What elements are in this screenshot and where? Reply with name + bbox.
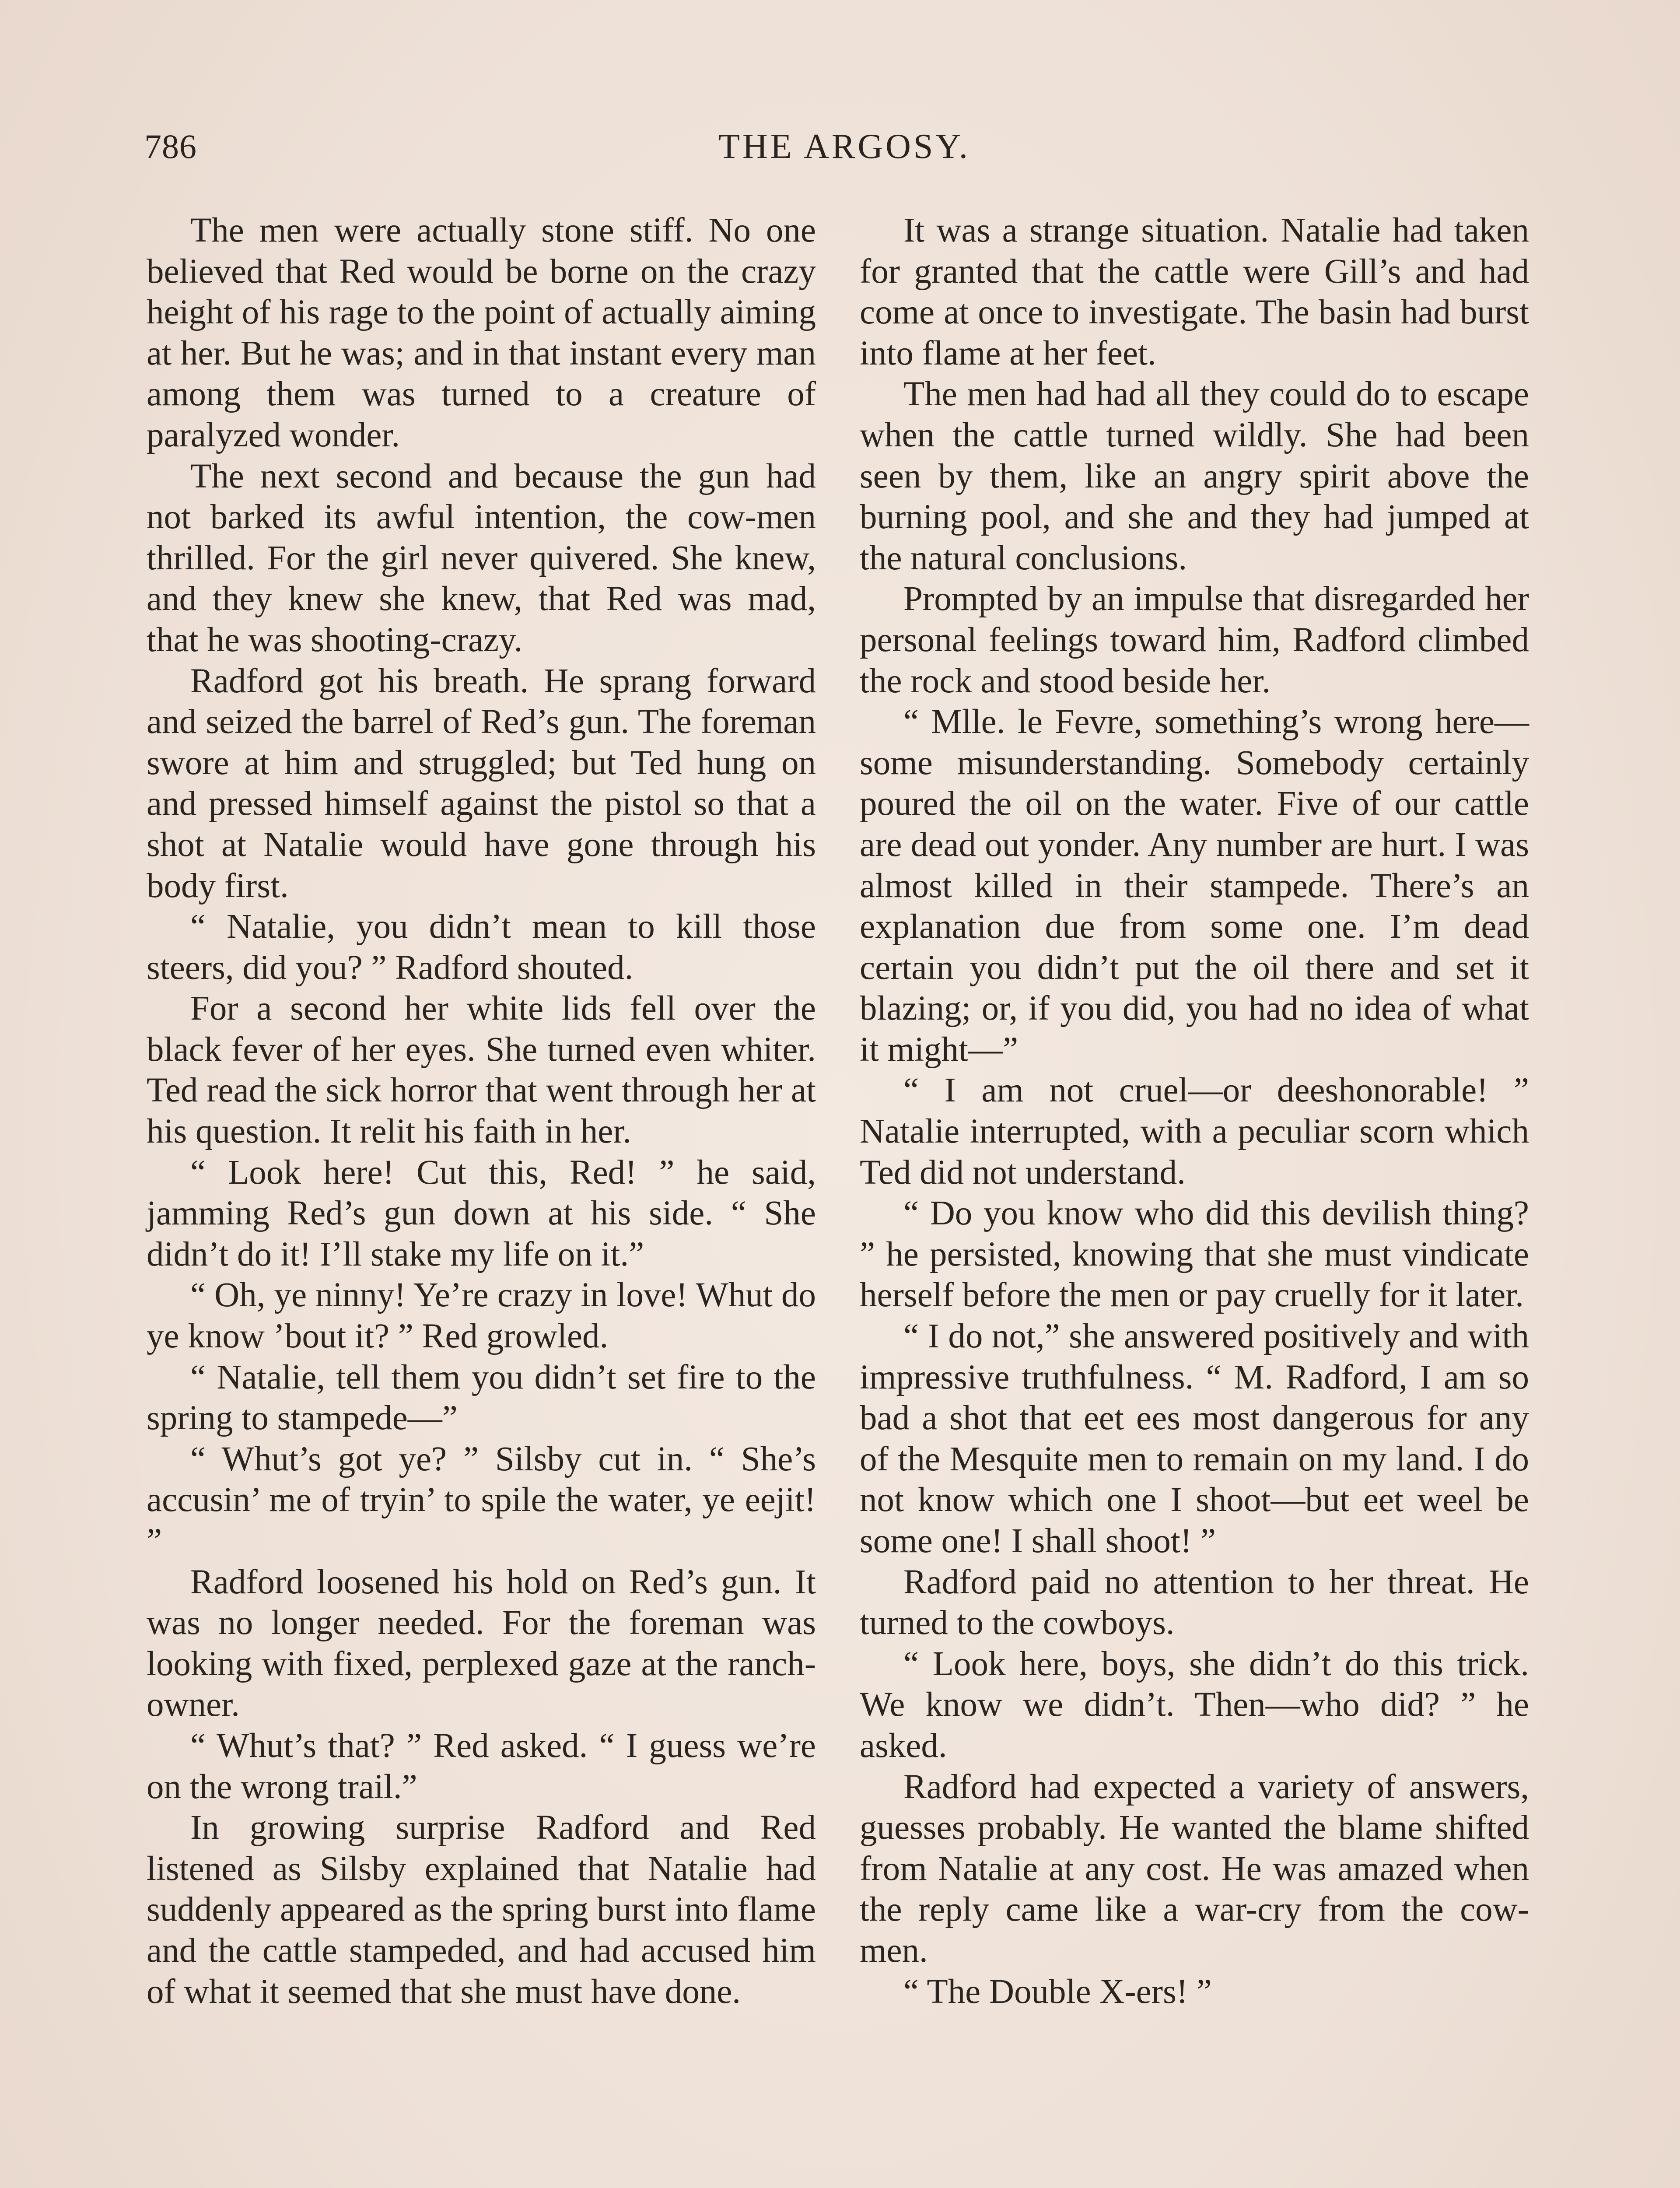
paragraph: Radford had expected a variety of answers, guesses probably. He wanted the blame shifted from Natalie at any cost. He was amazed when the reply came like a war-cry from the cow-men. <box>860 1767 1529 1970</box>
right-column <box>860 210 1529 2012</box>
paragraph: “ I do not,” she answered positively and with impressive truthfulness. “ M. Radford, I am so bad a shot that eet ees most dangerous for any of the Mesquite men to remain on my land. I do not know which one I shoot—but eet weel be some one! I shall shoot! ” <box>860 1317 1529 1560</box>
paragraph: Prompted by an impulse that disregarded her personal feelings toward him, Radford climbed the rock and stood beside her. <box>860 580 1529 700</box>
paragraph: “ The Double X-ers! ” <box>903 1972 1212 2011</box>
paragraph: “ Look here! Cut this, Red! ” he said, jamming Red’s gun down at his side. “ She didn’t do it! I’ll stake my life on it.” <box>147 1153 816 1273</box>
paragraph: Radford got his breath. He sprang forward and seized the barrel of Red’s gun. The foreman swore at him and struggled; but Ted hung on and pressed himself against the pistol so that a shot at Natalie would have gone through his body first. <box>147 662 816 905</box>
left-column <box>147 210 816 2012</box>
page-header <box>144 125 1544 186</box>
paragraph: “ Natalie, you didn’t mean to kill those steers, did you? ” Radford shouted. <box>147 908 816 987</box>
paragraph: “ Natalie, tell them you didn’t set fire to the spring to stampede—” <box>147 1358 816 1438</box>
page-number: 786 <box>144 127 197 165</box>
paragraph: “ I am not cruel—or deeshonorable! ” Natalie interrupted, with a peculiar scorn which Ted did not understand. <box>860 1071 1529 1192</box>
paragraph: Radford loosened his hold on Red’s gun. It was no longer needed. For the foreman was looking with fixed, perplexed gaze at the ranch-owner. <box>147 1563 816 1724</box>
paragraph: “ Do you know who did this devilish thing? ” he persisted, knowing that she must vindicate herself before the men or pay cruelly for it later. <box>860 1194 1529 1315</box>
paragraph: The next second and because the gun had not barked its awful intention, the cow-men thrilled. For the girl never quivered. She knew, and they knew she knew, that Red was mad, that he was shooting-crazy. <box>147 457 816 659</box>
paragraph: “ Whut’s got ye? ” Silsby cut in. “ She’s accusin’ me of tryin’ to spile the water, ye eejit! ” <box>147 1440 816 1560</box>
paragraph: It was a strange situation. Natalie had taken for granted that the cattle were Gill’s and had come at once to investigate. The basin had burst into flame at her feet. <box>860 211 1529 372</box>
paragraph: The men were actually stone stiff. No one believed that Red would be borne on the crazy height of his rage to the point of actually aiming at her. But he was; and in that instant every man among them was turned to a creature of paralyzed wonder. <box>147 211 816 454</box>
paragraph: “ Mlle. le Fevre, something’s wrong here—some misunderstanding. Somebody certainly poured the oil on the water. Five of our cattle are dead out yonder. Any number are hurt. I was almost killed in their stampede. There’s an explanation due from some one. I’m dead certain you didn’t put the oil there and set it blazing; or, if you did, you had no idea of what it might—” <box>860 703 1529 1069</box>
paragraph: In growing surprise Radford and Red listened as Silsby explained that Natalie had suddenly appeared as the spring burst into flame and the cattle stampeded, and had accused him of what it seemed that she must have done. <box>147 1809 816 2011</box>
paragraph: Radford paid no attention to her threat. He turned to the cowboys. <box>860 1563 1529 1642</box>
paragraph: “ Look here, boys, she didn’t do this trick. We know we didn’t. Then—who did? ” he asked. <box>860 1645 1529 1765</box>
paragraph: The men had had all they could do to escape when the cattle turned wildly. She had been seen by them, like an angry spirit above the burning pool, and she and they had jumped at the natural conclusions. <box>860 375 1529 577</box>
paragraph: For a second her white lids fell over the black fever of her eyes. She turned even whiter. Ted read the sick horror that went through her at his question. It relit his faith in her. <box>147 989 816 1151</box>
running-title: THE ARGOSY. <box>718 127 970 166</box>
paragraph: “ Whut’s that? ” Red asked. “ I guess we’re on the wrong trail.” <box>147 1726 816 1806</box>
paragraph: “ Oh, ye ninny! Ye’re crazy in love! Whut do ye know ’bout it? ” Red growled. <box>147 1276 816 1356</box>
